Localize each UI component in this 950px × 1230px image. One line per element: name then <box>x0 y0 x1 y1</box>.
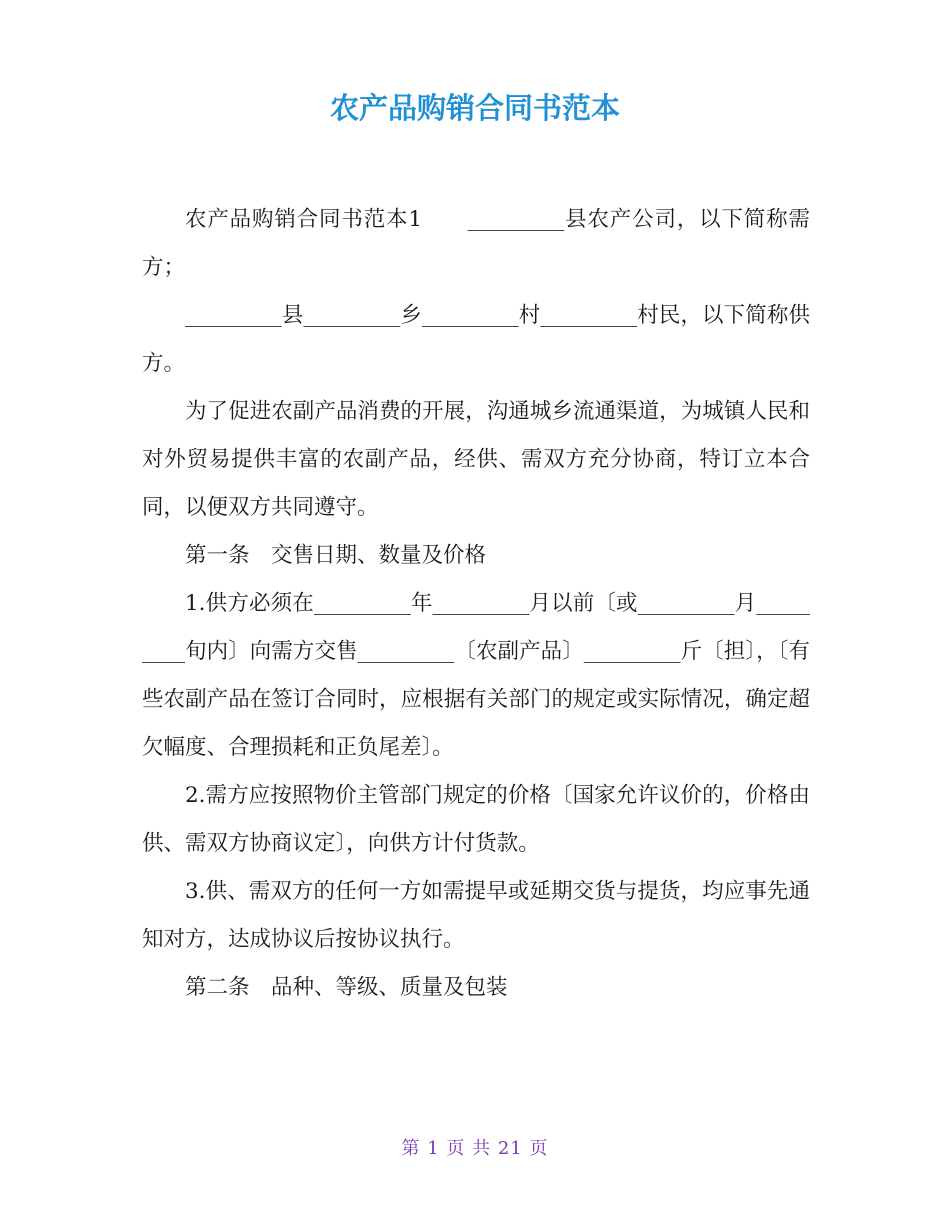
document-title: 农产品购销合同书范本 <box>329 91 620 125</box>
article-heading-1: 第一条 交售日期、数量及价格 <box>185 543 487 568</box>
clause-1-3: 3.供、需双方的任何一方如需提早或延期交货与提货，均应事先通知对方，达成协议后按协议执行。 <box>142 879 810 952</box>
article-heading-2: 第二条 品种、等级、质量及包装 <box>185 975 508 1000</box>
clause-1-1: 1.供方必须在_________年_________月以前〔或_________月_________旬内〕向需方交售_________〔农副产品〕_________斤〔担〕，〔有些农副产品在签订合同时，应根据有关部门的规定或实际情况，确定超欠幅度、合理损耗和正负尾差〕。 <box>142 591 810 760</box>
clause-1-2: 2.需方应按照物价主管部门规定的价格〔国家允许议价的，价格由供、需双方协商议定〕，向供方计付货款。 <box>142 783 810 856</box>
paragraph-purpose: 为了促进农副产品消费的开展，沟通城乡流通渠道，为城镇人民和对外贸易提供丰富的农副产品，经供、需双方充分协商，特订立本合同，以便双方共同遵守。 <box>142 399 810 520</box>
document-body <box>142 196 810 1012</box>
paragraph-intro: 农产品购销合同书范本1 _________县农产公司，以下简称需方； <box>142 207 810 280</box>
page-number-footer: 第 1 页 共 21 页 <box>401 1138 549 1159</box>
paragraph-supplier: _________县_________乡_________村_________村民，以下简称供方。 <box>142 303 810 376</box>
